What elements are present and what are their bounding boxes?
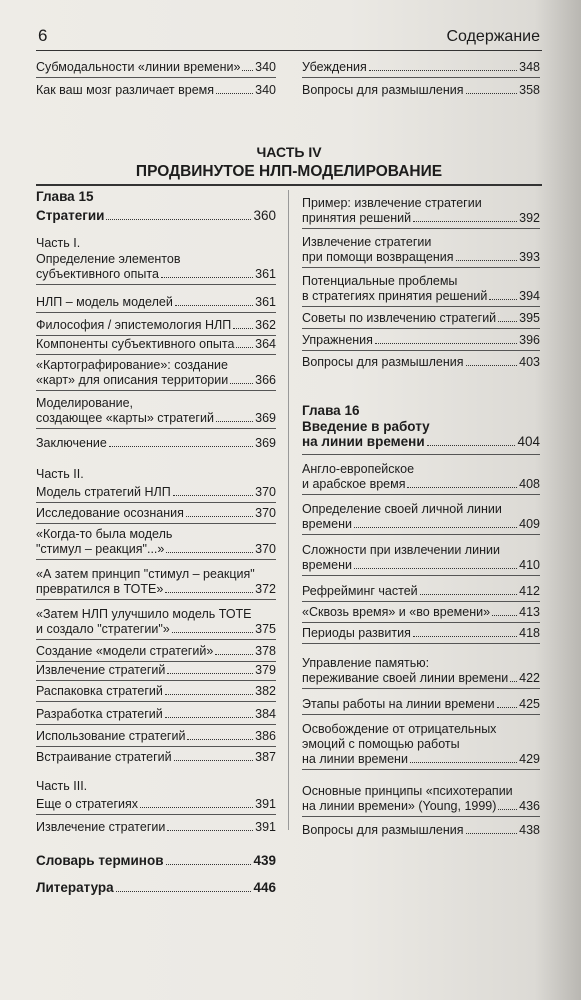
entry-rule <box>36 599 276 600</box>
entry-line: Извлечение стратегии <box>36 820 166 834</box>
entry-last-line <box>302 250 540 265</box>
entry-last-line <box>36 853 276 868</box>
entry-last-line <box>302 752 540 767</box>
entry-last-line <box>302 477 540 492</box>
entry-last-line <box>36 729 276 744</box>
entry-page: 425 <box>519 697 540 711</box>
entry-last-line <box>36 60 276 75</box>
toc-entry <box>36 295 276 310</box>
entry-page: 396 <box>519 333 540 347</box>
entry-last-line <box>302 289 540 304</box>
entry-rule <box>302 769 540 770</box>
chapter-title-entry <box>302 419 540 449</box>
entry-last-line <box>36 318 276 333</box>
toc-entry <box>36 506 276 521</box>
dot-leader <box>165 592 253 593</box>
entry-page: 340 <box>255 83 276 97</box>
dot-leader <box>215 654 253 655</box>
toc-entry <box>302 543 540 573</box>
entry-last-line <box>302 799 540 814</box>
entry-page: 340 <box>255 60 276 74</box>
entry-page: 438 <box>519 823 540 837</box>
entry-rule <box>36 428 276 429</box>
toc-entry <box>302 355 540 370</box>
toc-entry <box>302 823 540 838</box>
toc-entry <box>36 436 276 451</box>
entry-page: 364 <box>255 337 276 351</box>
entry-line: на линии времени <box>302 752 408 766</box>
entry-last-line <box>302 434 540 449</box>
entry-line: Извлечение стратегии <box>302 235 432 249</box>
entry-rule <box>302 622 540 623</box>
entry-line: превратился в ТОТЕ» <box>36 582 164 596</box>
toc-entry <box>302 722 540 767</box>
entry-page: 394 <box>519 289 540 303</box>
entry-line: Управление памятью: <box>302 656 430 670</box>
entry-rule <box>36 639 276 640</box>
entry-line: времени <box>302 517 352 531</box>
entry-last-line <box>36 337 276 352</box>
entry-line: в стратегиях принятия решений <box>302 289 488 303</box>
entry-rule <box>36 724 276 725</box>
entry-rule <box>36 502 276 503</box>
dot-leader <box>161 277 253 278</box>
entry-rule <box>302 643 540 644</box>
entry-last-line <box>36 485 276 500</box>
entry-line: Модель стратегий НЛП <box>36 485 171 499</box>
dot-leader <box>175 305 253 306</box>
entry-rule <box>302 328 540 329</box>
dot-leader <box>242 70 253 71</box>
entry-last-line <box>36 622 276 637</box>
entry-line: субъективного опыта <box>36 267 159 281</box>
running-head <box>36 26 542 51</box>
toc-entry <box>36 797 276 812</box>
entry-page: 386 <box>255 729 276 743</box>
entry-last-line <box>302 83 540 98</box>
dot-leader <box>216 93 253 94</box>
column-separator <box>288 190 289 830</box>
entry-line: Исследование осознания <box>36 506 184 520</box>
entry-last-line <box>36 750 276 765</box>
entry-line: «карт» для описания территории <box>36 373 229 387</box>
toc-entry <box>36 485 276 500</box>
toc-entry <box>302 235 540 265</box>
toc-entry <box>302 274 540 304</box>
entry-line: Разработка стратегий <box>36 707 163 721</box>
entry-line: Субмодальности «линии времени» <box>36 60 241 74</box>
entry-line: Словарь терминов <box>36 853 164 868</box>
entry-last-line <box>36 373 276 388</box>
toc-entry <box>36 318 276 333</box>
entry-line: и арабское время <box>302 477 406 491</box>
entry-rule <box>36 661 276 662</box>
entry-rule <box>302 575 540 576</box>
entry-page: 387 <box>255 750 276 764</box>
entry-page: 391 <box>255 820 276 834</box>
entry-last-line <box>36 267 276 282</box>
entry-last-line <box>36 208 276 223</box>
toc-entry <box>36 252 276 282</box>
toc-entry <box>302 196 540 226</box>
entry-rule <box>302 306 540 307</box>
entry-line: "стимул – реакция"...» <box>36 542 165 556</box>
dot-leader <box>497 707 518 708</box>
entry-line: Определение элементов <box>36 252 181 266</box>
entry-page: 382 <box>255 684 276 698</box>
entry-rule <box>36 559 276 560</box>
entry-line: Заключение <box>36 436 107 450</box>
entry-line: Определение своей личной линии <box>302 502 502 516</box>
entry-line: Советы по извлечению стратегий <box>302 311 497 325</box>
part-subheading: Часть I. <box>36 236 81 250</box>
entry-line: Вопросы для размышления <box>302 355 464 369</box>
dot-leader <box>466 93 518 94</box>
entry-last-line <box>302 60 540 75</box>
entry-line: НЛП – модель моделей <box>36 295 173 309</box>
entry-page: 391 <box>255 797 276 811</box>
entry-line: Основные принципы «психотерапии <box>302 784 513 798</box>
toc-entry <box>36 663 276 678</box>
dot-leader <box>354 527 517 528</box>
dot-leader <box>165 694 253 695</box>
entry-rule <box>302 816 540 817</box>
toc-entry <box>36 853 276 868</box>
entry-page: 418 <box>519 626 540 640</box>
chapter-label: Глава 15 <box>36 189 94 204</box>
entry-rule <box>36 335 276 336</box>
entry-last-line <box>36 83 276 98</box>
entry-line: «Затем НЛП улучшило модель ТОТЕ <box>36 607 252 621</box>
dot-leader <box>140 807 253 808</box>
entry-line: «Сквозь время» и «во времени» <box>302 605 491 619</box>
entry-line: Философия / эпистемология НЛП <box>36 318 232 332</box>
entry-line: Встраивание стратегий <box>36 750 172 764</box>
toc-entry <box>302 462 540 492</box>
entry-page: 379 <box>255 663 276 677</box>
entry-line: Убеждения <box>302 60 367 74</box>
toc-entry <box>36 750 276 765</box>
entry-rule <box>36 284 276 285</box>
entry-last-line <box>36 506 276 521</box>
chapter-title-entry <box>36 208 276 223</box>
entry-page: 372 <box>255 582 276 596</box>
entry-page: 361 <box>255 295 276 309</box>
dot-leader <box>466 833 518 834</box>
dot-leader <box>498 809 517 810</box>
entry-page: 369 <box>255 436 276 450</box>
entry-line: «А затем принцип "стимул – реакция" <box>36 567 255 581</box>
entry-last-line <box>302 823 540 838</box>
entry-last-line <box>36 880 276 895</box>
toc-entry <box>36 684 276 699</box>
entry-page: 410 <box>519 558 540 572</box>
entry-last-line <box>302 211 540 226</box>
entry-rule <box>302 601 540 602</box>
entry-rule <box>302 688 540 689</box>
dot-leader <box>492 615 517 616</box>
toc-entry <box>302 83 540 98</box>
entry-line: времени <box>302 558 352 572</box>
entry-last-line <box>302 697 540 712</box>
toc-entry <box>36 83 276 98</box>
entry-rule <box>302 267 540 268</box>
toc-entry <box>36 607 276 637</box>
dot-leader <box>166 864 252 865</box>
part-label: ЧАСТЬ IV <box>256 144 322 160</box>
entry-page: 362 <box>255 318 276 332</box>
dot-leader <box>230 383 253 384</box>
entry-line: переживание своей линии времени <box>302 671 509 685</box>
dot-leader <box>413 636 517 637</box>
entry-line: принятия решений <box>302 211 412 225</box>
entry-line: Еще о стратегиях <box>36 797 139 811</box>
dot-leader <box>187 739 253 740</box>
entry-page: 436 <box>519 799 540 813</box>
entry-page: 369 <box>255 411 276 425</box>
entry-rule <box>302 494 540 495</box>
toc-entry <box>36 707 276 722</box>
dot-leader <box>165 717 253 718</box>
entry-line: Пример: извлечение стратегии <box>302 196 482 210</box>
entry-rule <box>302 350 540 351</box>
toc-entry <box>36 60 276 75</box>
toc-entry <box>36 527 276 557</box>
dot-leader <box>233 328 253 329</box>
entry-page: 392 <box>519 211 540 225</box>
entry-page: 361 <box>255 267 276 281</box>
entry-rule <box>36 77 276 78</box>
dot-leader <box>166 552 253 553</box>
dot-leader <box>216 421 253 422</box>
entry-line: Моделирование, <box>36 396 134 410</box>
dot-leader <box>116 891 252 892</box>
entry-line: Как ваш мозг различает время <box>36 83 215 97</box>
entry-last-line <box>36 411 276 426</box>
toc-entry <box>302 333 540 348</box>
entry-last-line <box>302 626 540 641</box>
part-subheading: Часть II. <box>36 467 84 481</box>
dot-leader <box>510 681 517 682</box>
entry-last-line <box>36 820 276 835</box>
entry-page: 408 <box>519 477 540 491</box>
entry-line: Этапы работы на линии времени <box>302 697 495 711</box>
dot-leader <box>427 445 516 446</box>
dot-leader <box>375 343 517 344</box>
entry-rule <box>302 77 540 78</box>
part-subheading: Часть III. <box>36 779 88 793</box>
toc-entry <box>36 729 276 744</box>
entry-last-line <box>36 707 276 722</box>
entry-last-line <box>302 355 540 370</box>
dot-leader <box>106 219 251 220</box>
entry-last-line <box>36 436 276 451</box>
entry-rule <box>302 454 540 455</box>
chapter-title: Введение в работу <box>302 419 430 434</box>
dot-leader <box>354 568 517 569</box>
entry-page: 393 <box>519 250 540 264</box>
entry-page: 366 <box>255 373 276 387</box>
entry-line: Создание «модели стратегий» <box>36 644 214 658</box>
entry-last-line <box>36 542 276 557</box>
dot-leader <box>186 516 253 517</box>
dot-leader <box>236 347 253 348</box>
toc-entry <box>36 358 276 388</box>
entry-rule <box>302 714 540 715</box>
entry-last-line <box>302 311 540 326</box>
entry-page: 378 <box>255 644 276 658</box>
entry-line: эмоций с помощью работы <box>302 737 460 751</box>
toc-entry <box>302 502 540 532</box>
toc-entry <box>302 605 540 620</box>
entry-page: 370 <box>255 506 276 520</box>
entry-line: Англо-европейское <box>302 462 415 476</box>
entry-page: 422 <box>519 671 540 685</box>
dot-leader <box>369 70 517 71</box>
toc-entry <box>302 784 540 814</box>
toc-entry <box>302 60 540 75</box>
entry-page: 403 <box>519 355 540 369</box>
dot-leader <box>498 321 517 322</box>
entry-last-line <box>36 684 276 699</box>
entry-last-line <box>302 558 540 573</box>
entry-line: на линии времени» (Young, 1999) <box>302 799 497 813</box>
entry-page: 404 <box>517 434 540 449</box>
page-number: 6 <box>38 26 48 45</box>
entry-page: 370 <box>255 542 276 556</box>
dot-leader <box>109 446 253 447</box>
entry-line: Освобождение от отрицательных <box>302 722 497 736</box>
dot-leader <box>489 299 517 300</box>
entry-rule <box>302 534 540 535</box>
toc-entry <box>36 880 276 895</box>
toc-entry <box>36 337 276 352</box>
entry-line: при помощи возвращения <box>302 250 454 264</box>
entry-last-line <box>302 671 540 686</box>
toc-entry <box>302 697 540 712</box>
entry-last-line <box>302 517 540 532</box>
dot-leader <box>167 830 253 831</box>
entry-last-line <box>36 644 276 659</box>
entry-line: Вопросы для размышления <box>302 83 464 97</box>
entry-rule <box>36 523 276 524</box>
entry-page: 446 <box>253 880 276 895</box>
chapter-title: на линии времени <box>302 434 425 449</box>
dot-leader <box>413 221 517 222</box>
entry-page: 370 <box>255 485 276 499</box>
part-title: ПРОДВИНУТОЕ НЛП-МОДЕЛИРОВАНИЕ <box>135 163 443 180</box>
entry-page: 375 <box>255 622 276 636</box>
entry-line: Извлечение стратегий <box>36 663 166 677</box>
entry-line: «Картографирование»: создание <box>36 358 228 372</box>
entry-line: Использование стратегий <box>36 729 186 743</box>
entry-page: 395 <box>519 311 540 325</box>
entry-rule <box>36 680 276 681</box>
chapter-title: Стратегии <box>36 208 105 223</box>
entry-last-line <box>36 582 276 597</box>
entry-line: Потенциальные проблемы <box>302 274 458 288</box>
entry-rule <box>302 228 540 229</box>
entry-rule <box>36 354 276 355</box>
entry-last-line <box>302 605 540 620</box>
entry-last-line <box>36 797 276 812</box>
part-rule <box>36 184 542 186</box>
entry-last-line <box>36 295 276 310</box>
entry-page: 348 <box>519 60 540 74</box>
entry-rule <box>36 746 276 747</box>
dot-leader <box>172 632 253 633</box>
toc-entry <box>36 396 276 426</box>
entry-line: и создало "стратегии"» <box>36 622 170 636</box>
entry-rule <box>36 390 276 391</box>
entry-page: 413 <box>519 605 540 619</box>
dot-leader <box>173 495 253 496</box>
entry-line: Упражнения <box>302 333 373 347</box>
entry-rule <box>36 701 276 702</box>
entry-page: 360 <box>253 208 276 223</box>
toc-entry <box>36 644 276 659</box>
entry-page: 409 <box>519 517 540 531</box>
entry-last-line <box>36 663 276 678</box>
entry-page: 429 <box>519 752 540 766</box>
dot-leader <box>420 594 517 595</box>
entry-last-line <box>302 584 540 599</box>
running-title: Содержание <box>446 28 540 45</box>
entry-line: Рефрейминг частей <box>302 584 418 598</box>
entry-page: 358 <box>519 83 540 97</box>
toc-entry <box>302 656 540 686</box>
chapter-label: Глава 16 <box>302 403 360 418</box>
entry-page: 384 <box>255 707 276 721</box>
dot-leader <box>167 673 253 674</box>
toc-entry <box>36 567 276 597</box>
entry-line: Вопросы для размышления <box>302 823 464 837</box>
entry-line: Компоненты субъективного опыта <box>36 337 235 351</box>
toc-entry <box>302 584 540 599</box>
toc-entry <box>36 820 276 835</box>
dot-leader <box>410 762 517 763</box>
entry-line: Распаковка стратегий <box>36 684 163 698</box>
entry-line: Сложности при извлечении линии <box>302 543 500 557</box>
dot-leader <box>456 260 518 261</box>
entry-rule <box>36 312 276 313</box>
dot-leader <box>466 365 518 366</box>
entry-last-line <box>302 333 540 348</box>
toc-entry <box>302 626 540 641</box>
entry-line: Периоды развития <box>302 626 411 640</box>
dot-leader <box>174 760 254 761</box>
toc-entry <box>302 311 540 326</box>
entry-line: «Когда-то была модель <box>36 527 173 541</box>
entry-line: Литература <box>36 880 114 895</box>
dot-leader <box>407 487 517 488</box>
entry-rule <box>36 814 276 815</box>
entry-line: создающее «карты» стратегий <box>36 411 214 425</box>
entry-page: 439 <box>253 853 276 868</box>
entry-page: 412 <box>519 584 540 598</box>
